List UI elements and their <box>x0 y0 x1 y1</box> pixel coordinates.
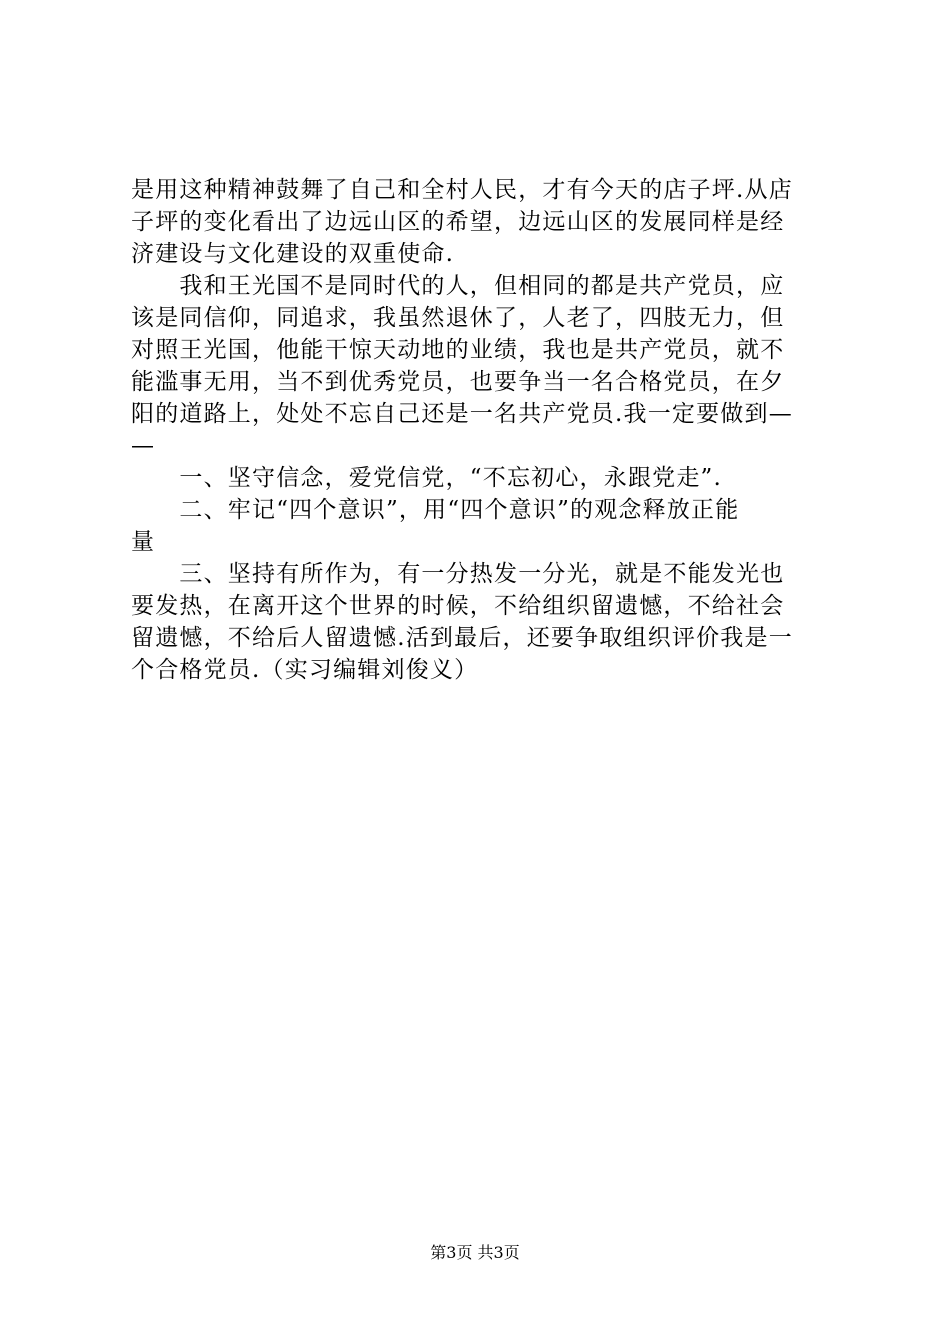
text-line: 量 <box>131 529 156 555</box>
text-line: 要发热，在离开这个世界的时候，不给组织留遗憾，不给社会 <box>131 593 785 619</box>
text-line: 能滥事无用，当不到优秀党员，也要争当一名合格党员，在夕 <box>131 369 785 395</box>
text-line: 济建设与文化建设的双重使命. <box>131 241 455 267</box>
text-line: 留遗憾，不给后人留遗憾.活到最后，还要争取组织评价我是一 <box>131 625 793 651</box>
text-line: 个合格党员.（实习编辑刘俊义） <box>131 657 479 683</box>
document-body <box>131 174 831 686</box>
list-item-one: 一、坚守信念，爱党信党，“不忘初心，永跟党走”. <box>131 465 723 491</box>
list-item-three: 三、坚持有所作为，有一分热发一分光，就是不能发光也 <box>131 561 785 587</box>
text-line: 子坪的变化看出了边远山区的希望，边远山区的发展同样是经 <box>131 209 785 235</box>
text-line: 阳的道路上，处处不忘自己还是一名共产党员.我一定要做到— <box>131 401 793 427</box>
text-line: 该是同信仰，同追求，我虽然退休了，人老了，四肢无力，但 <box>131 305 785 331</box>
list-item-two: 二、牢记“四个意识”，用“四个意识”的观念释放正能 <box>131 497 740 523</box>
text-line: 我和王光国不是同时代的人，但相同的都是共产党员，应 <box>131 273 785 299</box>
text-line: — <box>131 433 156 459</box>
page-number-footer: 第3页 共3页 <box>430 1243 520 1262</box>
text-line: 是用这种精神鼓舞了自己和全村人民，才有今天的店子坪.从店 <box>131 177 793 203</box>
text-line: 对照王光国，他能干惊天动地的业绩，我也是共产党员，就不 <box>131 337 785 363</box>
